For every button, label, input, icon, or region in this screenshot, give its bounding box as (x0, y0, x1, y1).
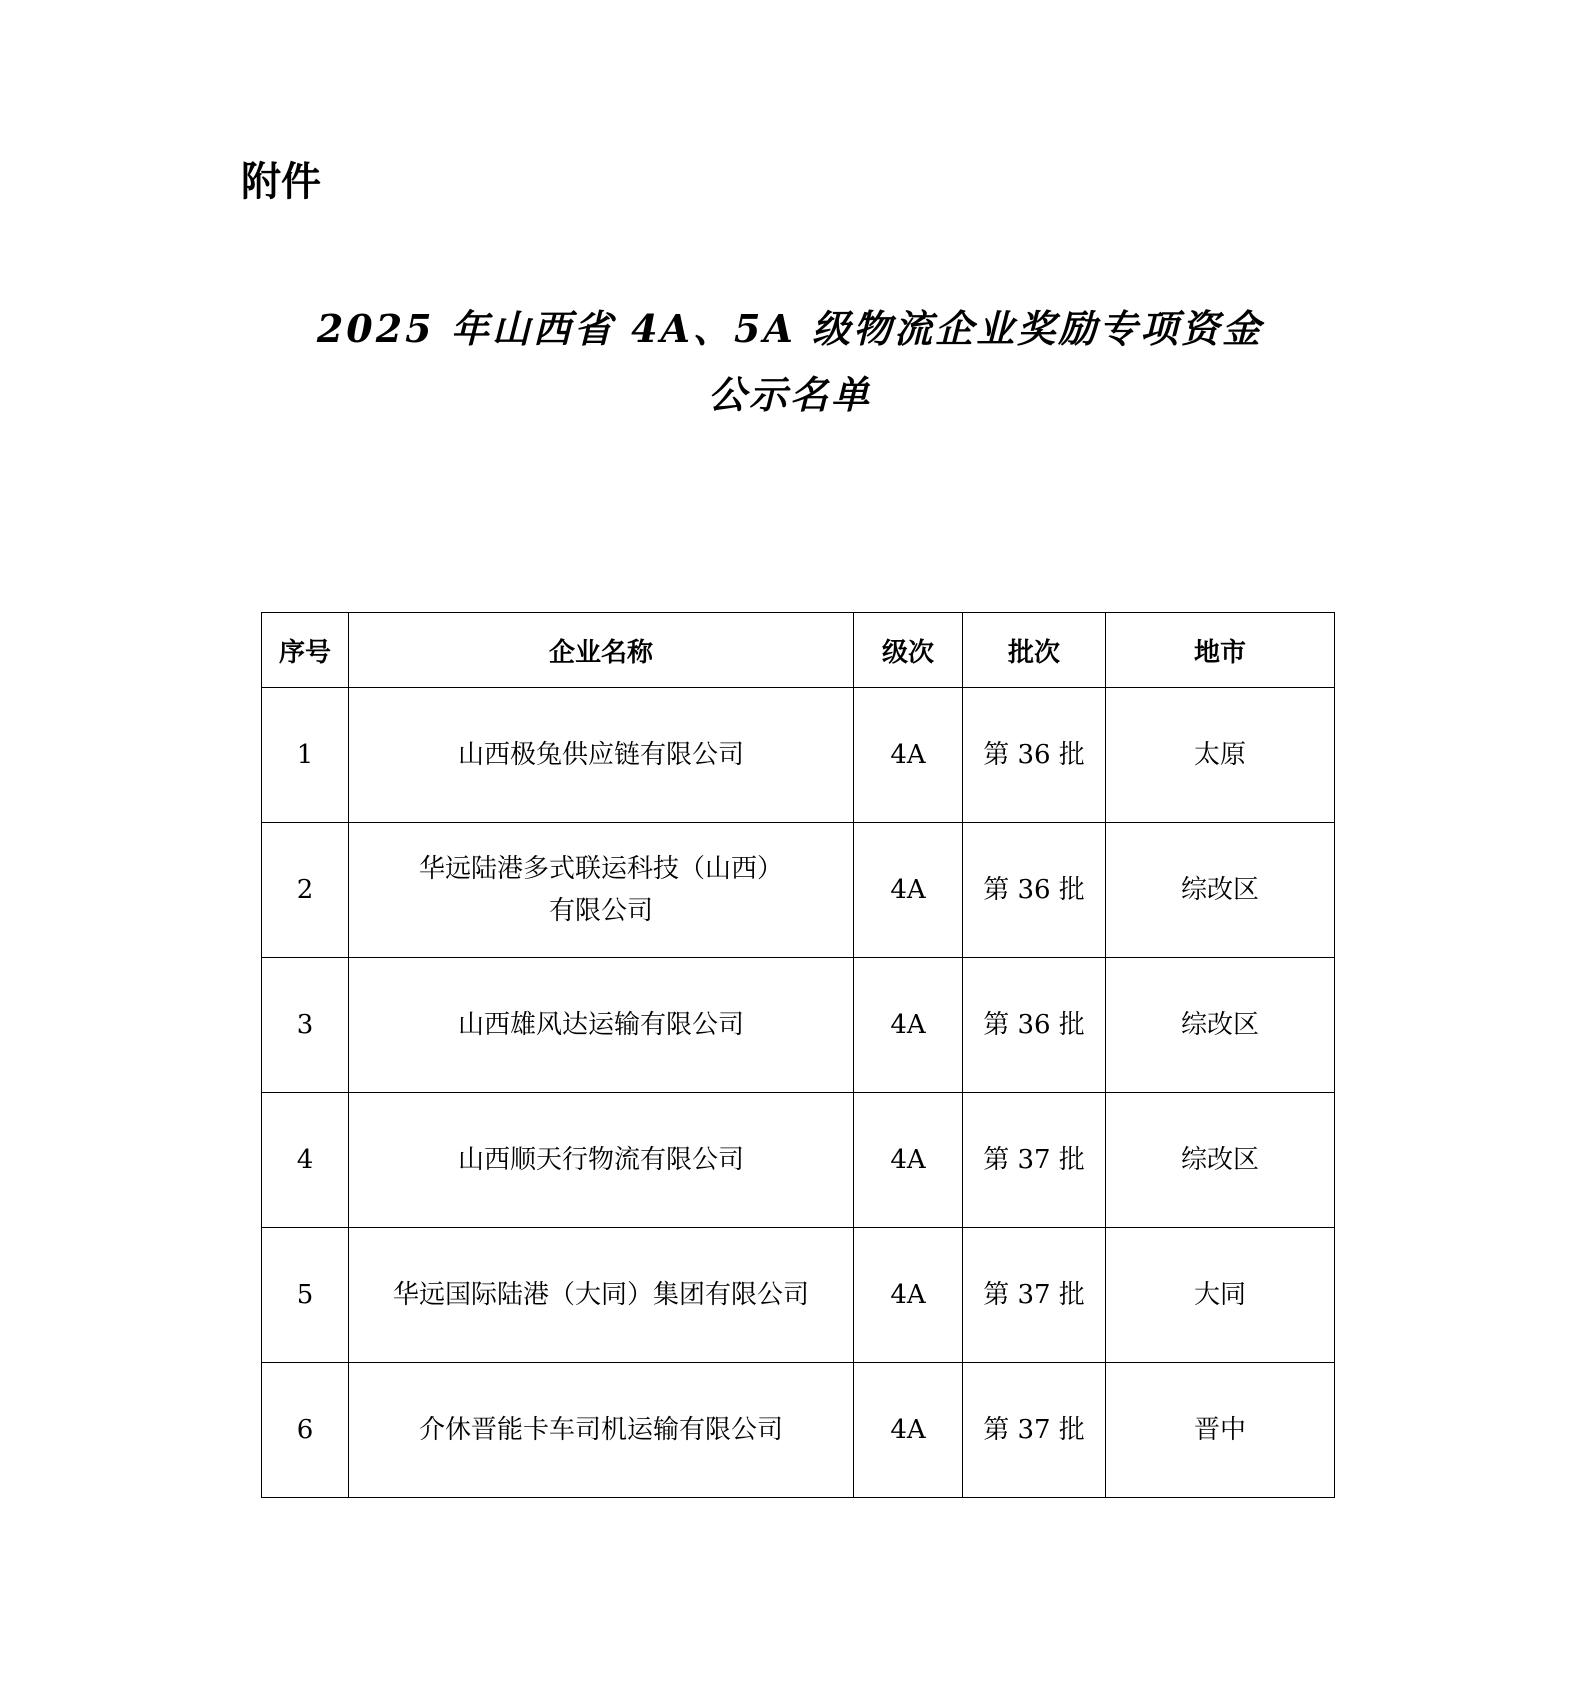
cell-level: 4A (854, 1363, 963, 1498)
table-row (262, 1363, 1335, 1498)
company-list-table (261, 612, 1335, 1498)
table-row (262, 1093, 1335, 1228)
cell-company (349, 823, 854, 958)
company-name-line: 介休晋能卡车司机运输有限公司 (418, 1415, 783, 1445)
company-name-line: 华远国际陆港（大同）集团有限公司 (392, 1280, 809, 1310)
company-name-line: 山西顺天行物流有限公司 (457, 1145, 744, 1175)
cell-level: 4A (854, 1228, 963, 1363)
cell-index: 4 (262, 1093, 349, 1228)
cell-batch: 第 37 批 (963, 1363, 1106, 1498)
company-name-line: 山西极兔供应链有限公司 (457, 740, 744, 770)
table-row (262, 958, 1335, 1093)
cell-index: 2 (262, 823, 349, 958)
cell-company (349, 958, 854, 1093)
cell-city: 太原 (1106, 688, 1335, 823)
cell-index: 3 (262, 958, 349, 1093)
company-name-line: 有限公司 (548, 896, 653, 926)
header-level: 级次 (854, 613, 963, 688)
cell-company (349, 1363, 854, 1498)
cell-company (349, 688, 854, 823)
table-header-row (262, 613, 1335, 688)
cell-city: 综改区 (1106, 1093, 1335, 1228)
company-name-line: 山西雄风达运输有限公司 (457, 1010, 744, 1040)
header-index: 序号 (262, 613, 349, 688)
table-row (262, 823, 1335, 958)
cell-level: 4A (854, 958, 963, 1093)
cell-level: 4A (854, 1093, 963, 1228)
cell-company (349, 1093, 854, 1228)
cell-batch: 第 36 批 (963, 823, 1106, 958)
title-line-1: 2025 年山西省 4A、5A 级物流企业奖励专项资金 (316, 306, 1264, 351)
cell-batch: 第 37 批 (963, 1228, 1106, 1363)
attachment-label: 附件 (241, 159, 321, 205)
cell-city: 大同 (1106, 1228, 1335, 1363)
company-name-line: 华远陆港多式联运科技（山西） (418, 854, 783, 884)
cell-level: 4A (854, 688, 963, 823)
cell-city: 综改区 (1106, 823, 1335, 958)
table-row (262, 688, 1335, 823)
cell-index: 5 (262, 1228, 349, 1363)
cell-batch: 第 37 批 (963, 1093, 1106, 1228)
cell-city: 综改区 (1106, 958, 1335, 1093)
cell-company (349, 1228, 854, 1363)
cell-city: 晋中 (1106, 1363, 1335, 1498)
cell-index: 1 (262, 688, 349, 823)
document-title (240, 296, 1340, 428)
cell-batch: 第 36 批 (963, 688, 1106, 823)
cell-level: 4A (854, 823, 963, 958)
cell-batch: 第 36 批 (963, 958, 1106, 1093)
header-batch: 批次 (963, 613, 1106, 688)
header-city: 地市 (1106, 613, 1335, 688)
table-row (262, 1228, 1335, 1363)
title-line-2: 公示名单 (707, 372, 872, 417)
header-company: 企业名称 (349, 613, 854, 688)
cell-index: 6 (262, 1363, 349, 1498)
